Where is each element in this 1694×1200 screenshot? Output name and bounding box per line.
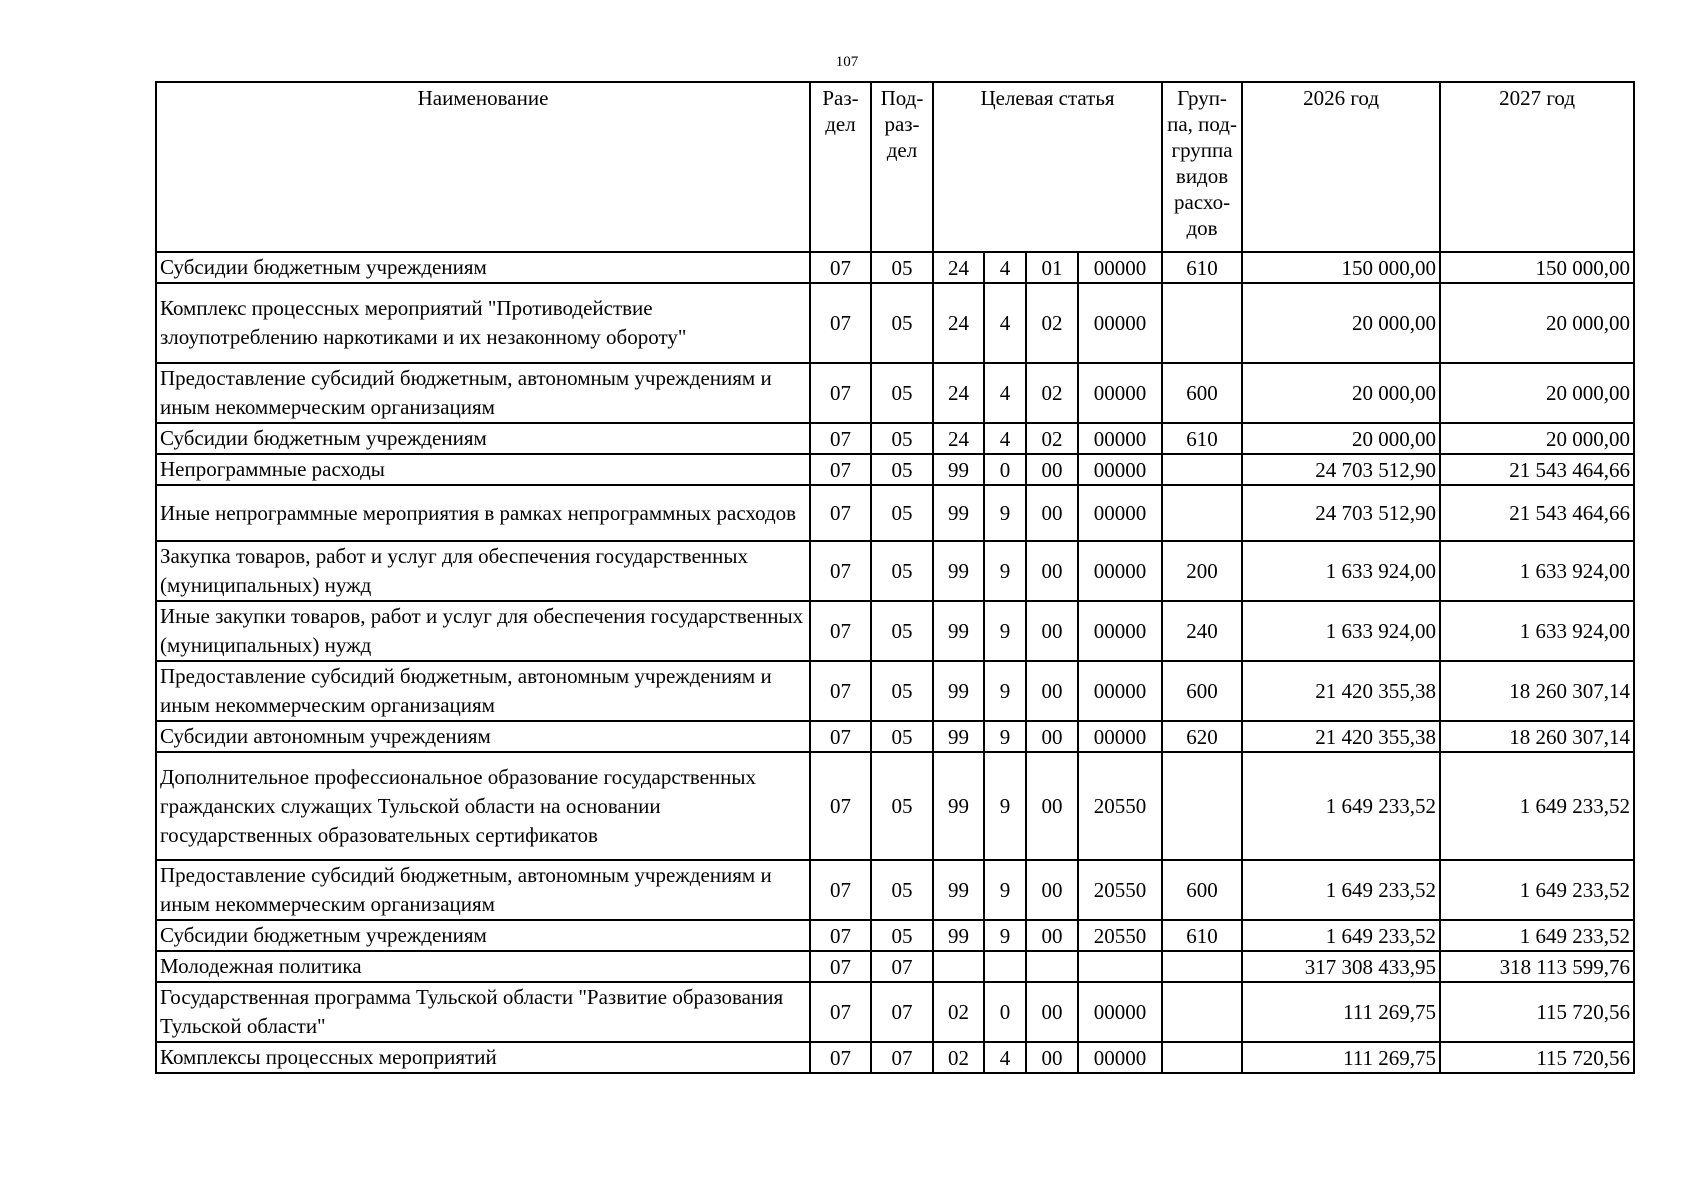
row-amount-2026: 24 703 512,90 xyxy=(1242,485,1440,541)
row-expense-group: 610 xyxy=(1162,423,1242,454)
row-name: Субсидии бюджетным учреждениям xyxy=(156,252,810,283)
row-structural-element: 00 xyxy=(1026,485,1078,541)
header-section xyxy=(810,82,871,252)
row-direction-code: 00000 xyxy=(1078,721,1162,752)
row-program-type: 4 xyxy=(984,423,1026,454)
row-direction-code xyxy=(1078,951,1162,982)
row-subsection: 05 xyxy=(871,423,933,454)
row-section: 07 xyxy=(810,661,871,721)
row-expense-group xyxy=(1162,982,1242,1042)
row-amount-2027: 21 543 464,66 xyxy=(1440,454,1634,485)
header-subsection-text: Под- раз- дел xyxy=(880,86,924,162)
row-amount-2027: 1 633 924,00 xyxy=(1440,601,1634,661)
row-name: Предоставление субсидий бюджетным, автономным учреждениям и иным некоммерческим организациям xyxy=(156,363,810,423)
row-amount-2027: 1 649 233,52 xyxy=(1440,860,1634,920)
header-year-2027: 2027 год xyxy=(1440,82,1634,252)
row-name: Закупка товаров, работ и услуг для обеспечения государственных (муниципальных) нужд xyxy=(156,541,810,601)
row-expense-group xyxy=(1162,283,1242,363)
row-amount-2027: 20 000,00 xyxy=(1440,283,1634,363)
row-structural-element: 00 xyxy=(1026,982,1078,1042)
row-subsection: 05 xyxy=(871,860,933,920)
row-amount-2026: 20 000,00 xyxy=(1242,283,1440,363)
row-section: 07 xyxy=(810,454,871,485)
row-section: 07 xyxy=(810,541,871,601)
row-program-type: 0 xyxy=(984,454,1026,485)
row-direction-code: 20550 xyxy=(1078,920,1162,951)
row-amount-2026: 20 000,00 xyxy=(1242,423,1440,454)
table-row xyxy=(156,485,1634,541)
row-section: 07 xyxy=(810,485,871,541)
row-amount-2027: 115 720,56 xyxy=(1440,1042,1634,1073)
row-amount-2026: 1 649 233,52 xyxy=(1242,920,1440,951)
row-program-type xyxy=(984,951,1026,982)
table-row xyxy=(156,860,1634,920)
row-expense-group xyxy=(1162,454,1242,485)
row-amount-2026: 111 269,75 xyxy=(1242,982,1440,1042)
row-expense-group: 600 xyxy=(1162,661,1242,721)
row-structural-element: 01 xyxy=(1026,252,1078,283)
header-section-text: Раз- дел xyxy=(822,86,859,136)
row-program-code: 99 xyxy=(933,920,984,951)
row-program-code: 02 xyxy=(933,1042,984,1073)
row-amount-2027: 18 260 307,14 xyxy=(1440,721,1634,752)
row-name: Молодежная политика xyxy=(156,951,810,982)
row-amount-2027: 20 000,00 xyxy=(1440,363,1634,423)
table-row xyxy=(156,661,1634,721)
row-program-type: 9 xyxy=(984,721,1026,752)
row-program-code: 99 xyxy=(933,601,984,661)
table-row xyxy=(156,601,1634,661)
row-name: Субсидии бюджетным учреждениям xyxy=(156,920,810,951)
row-direction-code: 00000 xyxy=(1078,1042,1162,1073)
row-subsection: 05 xyxy=(871,661,933,721)
row-program-type: 9 xyxy=(984,661,1026,721)
header-subsection xyxy=(871,82,933,252)
row-program-type: 9 xyxy=(984,920,1026,951)
table-row xyxy=(156,541,1634,601)
row-program-code: 24 xyxy=(933,252,984,283)
row-name: Дополнительное профессиональное образование государственных гражданских служащих Тульской области на основании государственных образовательных сертификатов xyxy=(156,752,810,860)
row-structural-element: 02 xyxy=(1026,363,1078,423)
row-amount-2026: 1 633 924,00 xyxy=(1242,601,1440,661)
row-direction-code: 00000 xyxy=(1078,252,1162,283)
row-program-code: 02 xyxy=(933,982,984,1042)
row-subsection: 07 xyxy=(871,982,933,1042)
row-amount-2027: 20 000,00 xyxy=(1440,423,1634,454)
row-subsection: 05 xyxy=(871,601,933,661)
row-program-type: 4 xyxy=(984,363,1026,423)
row-section: 07 xyxy=(810,721,871,752)
row-subsection: 05 xyxy=(871,541,933,601)
row-name: Предоставление субсидий бюджетным, автономным учреждениям и иным некоммерческим организациям xyxy=(156,661,810,721)
row-expense-group: 200 xyxy=(1162,541,1242,601)
table-row xyxy=(156,752,1634,860)
row-amount-2026: 1 649 233,52 xyxy=(1242,752,1440,860)
row-amount-2026: 20 000,00 xyxy=(1242,363,1440,423)
row-subsection: 05 xyxy=(871,363,933,423)
row-expense-group xyxy=(1162,951,1242,982)
table-row xyxy=(156,363,1634,423)
row-program-type: 4 xyxy=(984,283,1026,363)
row-structural-element: 02 xyxy=(1026,423,1078,454)
row-section: 07 xyxy=(810,283,871,363)
row-program-code xyxy=(933,951,984,982)
row-program-type: 9 xyxy=(984,752,1026,860)
row-program-type: 4 xyxy=(984,1042,1026,1073)
row-program-code: 24 xyxy=(933,363,984,423)
row-structural-element: 00 xyxy=(1026,1042,1078,1073)
row-amount-2026: 317 308 433,95 xyxy=(1242,951,1440,982)
row-program-code: 99 xyxy=(933,752,984,860)
row-name: Иные непрограммные мероприятия в рамках непрограммных расходов xyxy=(156,485,810,541)
row-expense-group: 620 xyxy=(1162,721,1242,752)
row-expense-group: 600 xyxy=(1162,363,1242,423)
row-structural-element: 00 xyxy=(1026,860,1078,920)
row-name: Субсидии автономным учреждениям xyxy=(156,721,810,752)
row-section: 07 xyxy=(810,1042,871,1073)
row-amount-2026: 1 649 233,52 xyxy=(1242,860,1440,920)
header-year-2026: 2026 год xyxy=(1242,82,1440,252)
row-amount-2026: 21 420 355,38 xyxy=(1242,721,1440,752)
row-section: 07 xyxy=(810,363,871,423)
row-direction-code: 00000 xyxy=(1078,454,1162,485)
row-expense-group xyxy=(1162,1042,1242,1073)
row-name: Комплексы процессных мероприятий xyxy=(156,1042,810,1073)
row-expense-group xyxy=(1162,752,1242,860)
row-section: 07 xyxy=(810,252,871,283)
row-structural-element: 00 xyxy=(1026,454,1078,485)
row-name: Субсидии бюджетным учреждениям xyxy=(156,423,810,454)
row-expense-group: 600 xyxy=(1162,860,1242,920)
row-direction-code: 20550 xyxy=(1078,752,1162,860)
table-row xyxy=(156,951,1634,982)
page-number: 107 xyxy=(835,54,859,70)
row-direction-code: 00000 xyxy=(1078,485,1162,541)
row-program-code: 99 xyxy=(933,454,984,485)
table-row xyxy=(156,920,1634,951)
row-amount-2027: 318 113 599,76 xyxy=(1440,951,1634,982)
row-structural-element: 02 xyxy=(1026,283,1078,363)
row-program-code: 99 xyxy=(933,860,984,920)
row-program-code: 99 xyxy=(933,661,984,721)
table-row xyxy=(156,1042,1634,1073)
table-row xyxy=(156,283,1634,363)
row-subsection: 05 xyxy=(871,454,933,485)
row-subsection: 07 xyxy=(871,1042,933,1073)
row-subsection: 05 xyxy=(871,721,933,752)
table-row xyxy=(156,423,1634,454)
row-program-type: 9 xyxy=(984,541,1026,601)
row-amount-2027: 115 720,56 xyxy=(1440,982,1634,1042)
row-program-code: 99 xyxy=(933,721,984,752)
row-amount-2026: 1 633 924,00 xyxy=(1242,541,1440,601)
row-subsection: 05 xyxy=(871,485,933,541)
row-program-code: 24 xyxy=(933,283,984,363)
row-amount-2027: 1 633 924,00 xyxy=(1440,541,1634,601)
header-name: Наименование xyxy=(156,82,810,252)
row-amount-2026: 111 269,75 xyxy=(1242,1042,1440,1073)
row-expense-group: 610 xyxy=(1162,920,1242,951)
row-expense-group: 240 xyxy=(1162,601,1242,661)
row-amount-2027: 21 543 464,66 xyxy=(1440,485,1634,541)
row-structural-element: 00 xyxy=(1026,601,1078,661)
table-row xyxy=(156,454,1634,485)
row-section: 07 xyxy=(810,601,871,661)
row-program-code: 24 xyxy=(933,423,984,454)
row-subsection: 05 xyxy=(871,920,933,951)
row-direction-code: 00000 xyxy=(1078,541,1162,601)
header-expense-group xyxy=(1162,82,1242,252)
row-amount-2027: 150 000,00 xyxy=(1440,252,1634,283)
table-body xyxy=(156,252,1634,1073)
row-program-type: 9 xyxy=(984,860,1026,920)
row-name: Предоставление субсидий бюджетным, автономным учреждениям и иным некоммерческим организациям xyxy=(156,860,810,920)
row-structural-element: 00 xyxy=(1026,541,1078,601)
row-subsection: 07 xyxy=(871,951,933,982)
table-row xyxy=(156,252,1634,283)
row-name: Комплекс процессных мероприятий "Противодействие злоупотреблению наркотиками и их незаконному обороту" xyxy=(156,283,810,363)
row-program-type: 4 xyxy=(984,252,1026,283)
row-direction-code: 00000 xyxy=(1078,601,1162,661)
row-program-code: 99 xyxy=(933,541,984,601)
table-row xyxy=(156,721,1634,752)
row-structural-element: 00 xyxy=(1026,752,1078,860)
row-section: 07 xyxy=(810,982,871,1042)
row-name: Непрограммные расходы xyxy=(156,454,810,485)
row-structural-element xyxy=(1026,951,1078,982)
row-subsection: 05 xyxy=(871,252,933,283)
row-section: 07 xyxy=(810,951,871,982)
header-row xyxy=(156,82,1634,252)
row-name: Государственная программа Тульской области "Развитие образования Тульской области" xyxy=(156,982,810,1042)
row-program-code: 99 xyxy=(933,485,984,541)
row-program-type: 9 xyxy=(984,485,1026,541)
row-program-type: 0 xyxy=(984,982,1026,1042)
row-direction-code: 00000 xyxy=(1078,363,1162,423)
row-section: 07 xyxy=(810,920,871,951)
row-amount-2027: 1 649 233,52 xyxy=(1440,920,1634,951)
row-section: 07 xyxy=(810,752,871,860)
row-direction-code: 00000 xyxy=(1078,982,1162,1042)
table-row xyxy=(156,982,1634,1042)
row-structural-element: 00 xyxy=(1026,721,1078,752)
row-amount-2027: 1 649 233,52 xyxy=(1440,752,1634,860)
row-direction-code: 00000 xyxy=(1078,423,1162,454)
row-name: Иные закупки товаров, работ и услуг для обеспечения государственных (муниципальных) нужд xyxy=(156,601,810,661)
row-section: 07 xyxy=(810,860,871,920)
row-amount-2026: 24 703 512,90 xyxy=(1242,454,1440,485)
row-subsection: 05 xyxy=(871,752,933,860)
header-target-article: Целевая статья xyxy=(933,82,1162,252)
row-direction-code: 00000 xyxy=(1078,661,1162,721)
row-expense-group: 610 xyxy=(1162,252,1242,283)
row-program-type: 9 xyxy=(984,601,1026,661)
row-section: 07 xyxy=(810,423,871,454)
row-amount-2026: 21 420 355,38 xyxy=(1242,661,1440,721)
header-expense-group-text: Груп- па, под- группа видов расхо- дов xyxy=(1167,86,1237,240)
budget-table xyxy=(155,81,1635,1074)
row-amount-2027: 18 260 307,14 xyxy=(1440,661,1634,721)
row-amount-2026: 150 000,00 xyxy=(1242,252,1440,283)
row-direction-code: 00000 xyxy=(1078,283,1162,363)
row-expense-group xyxy=(1162,485,1242,541)
row-structural-element: 00 xyxy=(1026,661,1078,721)
row-direction-code: 20550 xyxy=(1078,860,1162,920)
row-subsection: 05 xyxy=(871,283,933,363)
row-structural-element: 00 xyxy=(1026,920,1078,951)
